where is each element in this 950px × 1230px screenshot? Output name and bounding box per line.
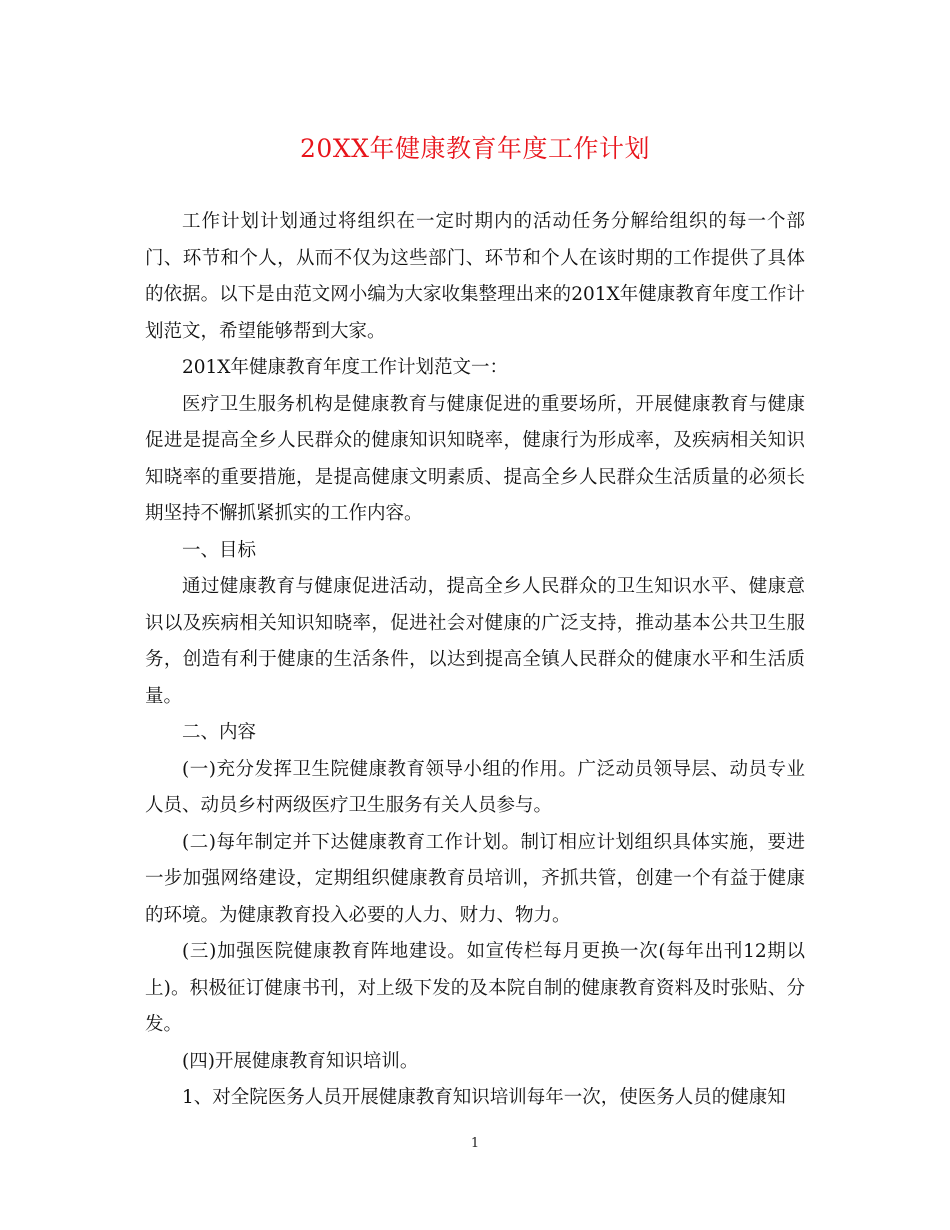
paragraph-item-2: (二)每年制定并下达健康教育工作计划。制订相应计划组织具体实施，要进一步加强网络建设，定期组织健康教育员培训，齐抓共管，创建一个有益于健康的环境。为健康教育投入必要的人力、财力、物力。 <box>145 831 805 926</box>
paragraph-item-4: (四)开展健康教育知识培训。 <box>182 1050 419 1072</box>
paragraph-goal: 通过健康教育与健康促进活动，提高全乡人民群众的卫生知识水平、健康意识以及疾病相关知识知晓率，促进社会对健康的广泛支持，推动基本公共卫生服务，创造有利于健康的生活条件，以达到提高全镇人民群众的健康水平和生活质量。 <box>145 576 805 707</box>
document-title: 20XX年健康教育年度工作计划 <box>300 134 650 163</box>
paragraph-subitem-1: 1、对全院医务人员开展健康教育知识培训每年一次，使医务人员的健康知 <box>182 1087 786 1108</box>
paragraph-sample-heading: 201X年健康教育年度工作计划范文一： <box>182 357 508 378</box>
document-body <box>145 204 805 1117</box>
paragraph-intro: 工作计划计划通过将组织在一定时期内的活动任务分解给组织的每一个部门、环节和个人，从而不仅为这些部门、环节和个人在该时期的工作提供了具体的依据。以下是由范文网小编为大家收集整理出来的201X年健康教育年度工作计划范文，希望能够帮到大家。 <box>145 211 805 342</box>
section-heading-content: 二、内容 <box>182 722 257 743</box>
paragraph-background: 医疗卫生服务机构是健康教育与健康促进的重要场所，开展健康教育与健康促进是提高全乡人民群众的健康知识知晓率，健康行为形成率，及疾病相关知识知晓率的重要措施，是提高健康文明素质、提高全乡人民群众生活质量的必须长期坚持不懈抓紧抓实的工作内容。 <box>145 393 805 524</box>
section-heading-goal: 一、目标 <box>182 539 257 561</box>
page-number: 1 <box>470 1136 480 1151</box>
paragraph-item-1: (一)充分发挥卫生院健康教育领导小组的作用。广泛动员领导层、动员专业人员、动员乡村两级医疗卫生服务有关人员参与。 <box>145 758 805 816</box>
paragraph-item-3: (三)加强医院健康教育阵地建设。如宣传栏每月更换一次(每年出刊12期以上)。积极征订健康书刊，对上级下发的及本院自制的健康教育资料及时张贴、分发。 <box>145 941 805 1035</box>
